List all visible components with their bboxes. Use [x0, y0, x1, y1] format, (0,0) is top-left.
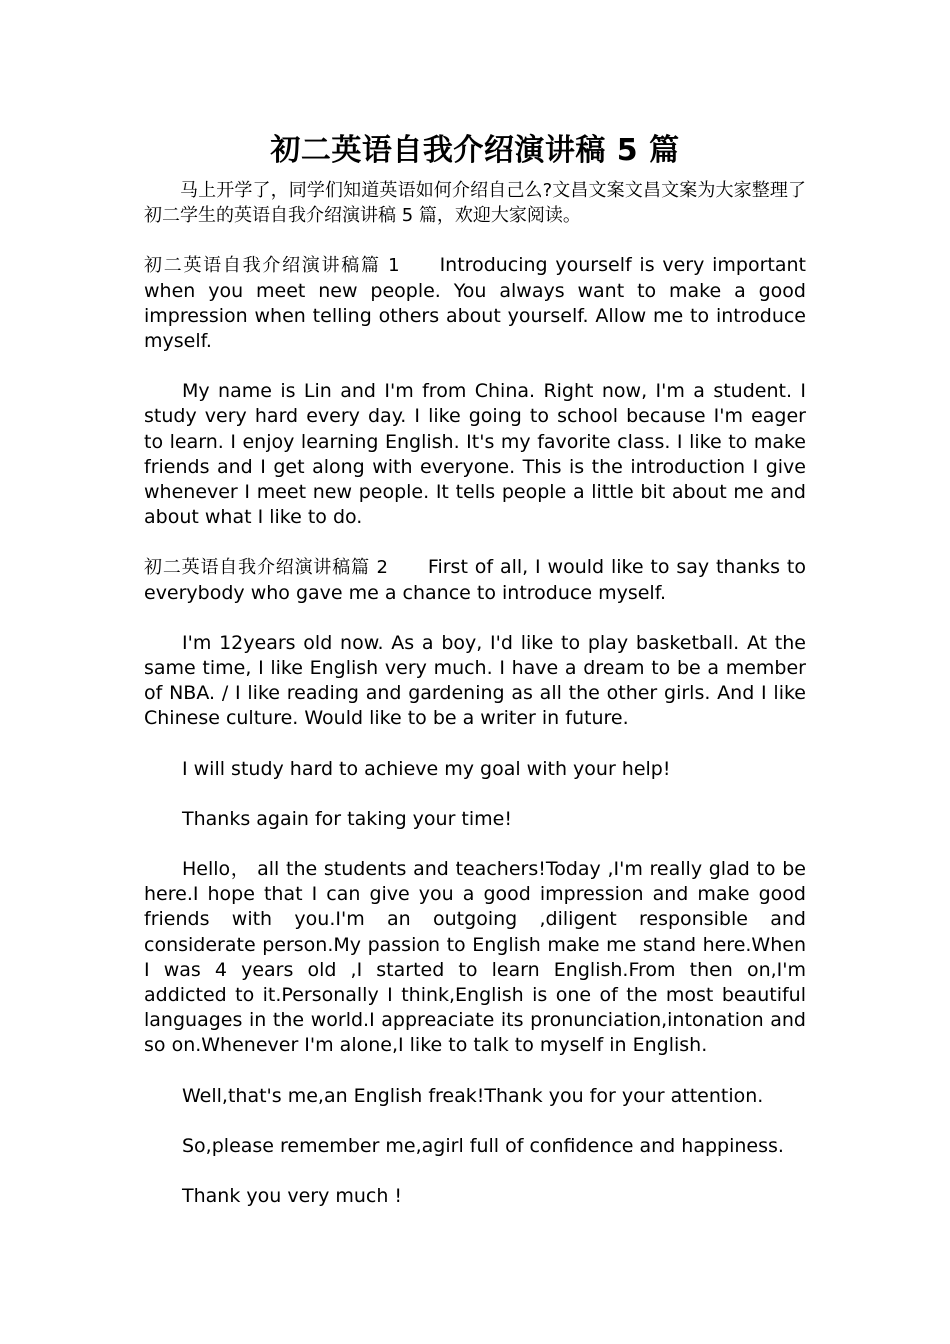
section-2-line-1: I will study hard to achieve my goal with your help! — [182, 757, 671, 780]
section-3-line-2: So,please remember me,agirl full of confidence and happiness. — [182, 1134, 784, 1157]
section-2-heading: 初二英语自我介绍演讲稿篇 2 — [144, 557, 388, 579]
section-2-lead: First of all, I would like to say thanks to everybody who gave me a chance to introduce myself. — [144, 556, 806, 604]
section-2-line-2: Thanks again for taking your time! — [182, 807, 512, 830]
section-2-lead-paragraph — [144, 555, 806, 605]
section-2-body: I'm 12years old now. As a boy, I'd like to play basketball. At the same time, I like English very much. I have a dream to be a member of NBA. / I like reading and gardening as all the other girls. And I like Chinese culture. Would like to be a writer in future. — [144, 631, 806, 730]
section-1-lead-paragraph — [144, 253, 806, 354]
section-1-heading: 初二英语自我介绍演讲稿篇 1 — [144, 255, 400, 277]
intro-paragraph: 马上开学了，同学们知道英语如何介绍自己么?文昌文案文昌文案为大家整理了初二学生的英语自我介绍演讲稿 5 篇，欢迎大家阅读。 — [144, 180, 806, 227]
document-title: 初二英语自我介绍演讲稿 5 篇 — [270, 133, 680, 168]
section-1-lead: Introducing yourself is very important when you meet new people. You always want to make a good impression when telling others about yourself. Allow me to introduce myself. — [144, 254, 806, 353]
document-page — [144, 130, 806, 1234]
section-3-line-3: Thank you very much ! — [182, 1185, 403, 1208]
section-3-line-1: Well,that's me,an English freak!Thank you for your attention. — [182, 1084, 764, 1107]
section-3-body: Hello， all the students and teachers!Today ,I'm really glad to be here.I hope that I can give you a good impression and make good friends with you.I'm an outgoing ,diligent responsible and considerate person.My passion to English make me stand here.When I was 4 years old ,I started to learn English.From then on,I'm addicted to it.Personally I think,English is one of the most beautiful languages in the world.I appreaciate its pronunciation,intonation and so on.Whenever I'm alone,I like to talk to myself in English. — [144, 858, 806, 1057]
section-1-body: My name is Lin and I'm from China. Right now, I'm a student. I study very hard every day. I like going to school because I'm eager to learn. I enjoy learning English. It's my favorite class. I like to make friends and I get along with everyone. This is the introduction I give whenever I meet new people. It tells people a little bit about me and about what I like to do. — [144, 380, 806, 529]
